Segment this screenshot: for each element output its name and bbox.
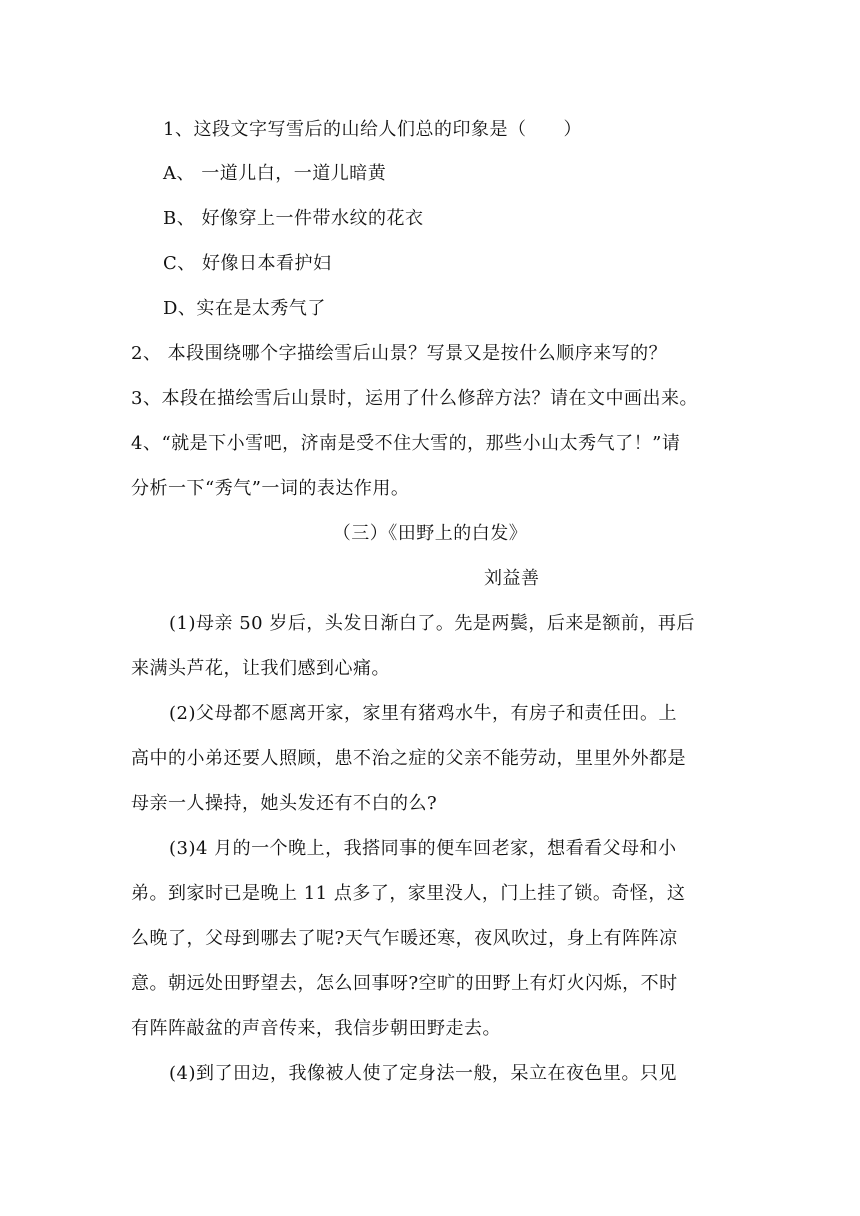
paragraph-3-line-4: 意。朝远处田野望去，怎么回事呀?空旷的田野上有灯火闪烁，不时 [131,973,678,994]
question-3: 3、本段在描绘雪后山景时，运用了什么修辞方法？请在文中画出来。 [131,388,698,409]
question-1-option-a: A、 一道儿白，一道儿暗黄 [163,163,387,184]
question-4-line-2: 分析一下“秀气”一词的表达作用。 [131,478,410,499]
question-1-option-b: B、 好像穿上一件带水纹的花衣 [163,208,424,229]
paragraph-2-line-3: 母亲一人操持，她头发还有不白的么? [131,793,438,814]
question-4-line-1: 4、“就是下小雪吧，济南是受不住大雪的，那些小山太秀气了！”请 [131,433,681,454]
paragraph-1-line-2: 来满头芦花，让我们感到心痛。 [131,658,390,679]
paragraph-3-line-3: 么晚了，父母到哪去了呢?天气乍暖还寒，夜风吹过，身上有阵阵凉 [131,928,678,949]
question-1-option-c: C、 好像日本看护妇 [163,253,332,274]
question-1-stem: 1、这段文字写雪后的山给人们总的印象是（ ） [163,119,582,140]
paragraph-2-line-2: 高中的小弟还要人照顾，患不治之症的父亲不能劳动，里里外外都是 [131,748,686,769]
paragraph-1-line-1: (1)母亲 50 岁后，头发日渐白了。先是两鬓，后来是额前，再后 [169,613,695,634]
paragraph-2-line-1: (2)父母都不愿离开家，家里有猪鸡水牛，有房子和责任田。上 [169,703,677,724]
question-1-option-d: D、实在是太秀气了 [163,298,326,319]
article-title: （三）《田野上的白发》 [332,523,528,544]
paragraph-3-line-1: (3)4 月的一个晚上，我搭同事的便车回老家，想看看父母和小 [169,838,677,859]
paragraph-3-line-2: 弟。到家时已是晚上 11 点多了，家里没人，门上挂了锁。奇怪，这 [131,883,686,904]
paragraph-3-line-5: 有阵阵敲盆的声音传来，我信步朝田野走去。 [131,1018,501,1039]
article-author: 刘益善 [484,568,540,589]
paragraph-4-line-1: (4)到了田边，我像被人使了定身法一般，呆立在夜色里。只见 [169,1063,677,1084]
question-2: 2、 本段围绕哪个字描绘雪后山景？写景又是按什么顺序来写的？ [131,343,668,364]
